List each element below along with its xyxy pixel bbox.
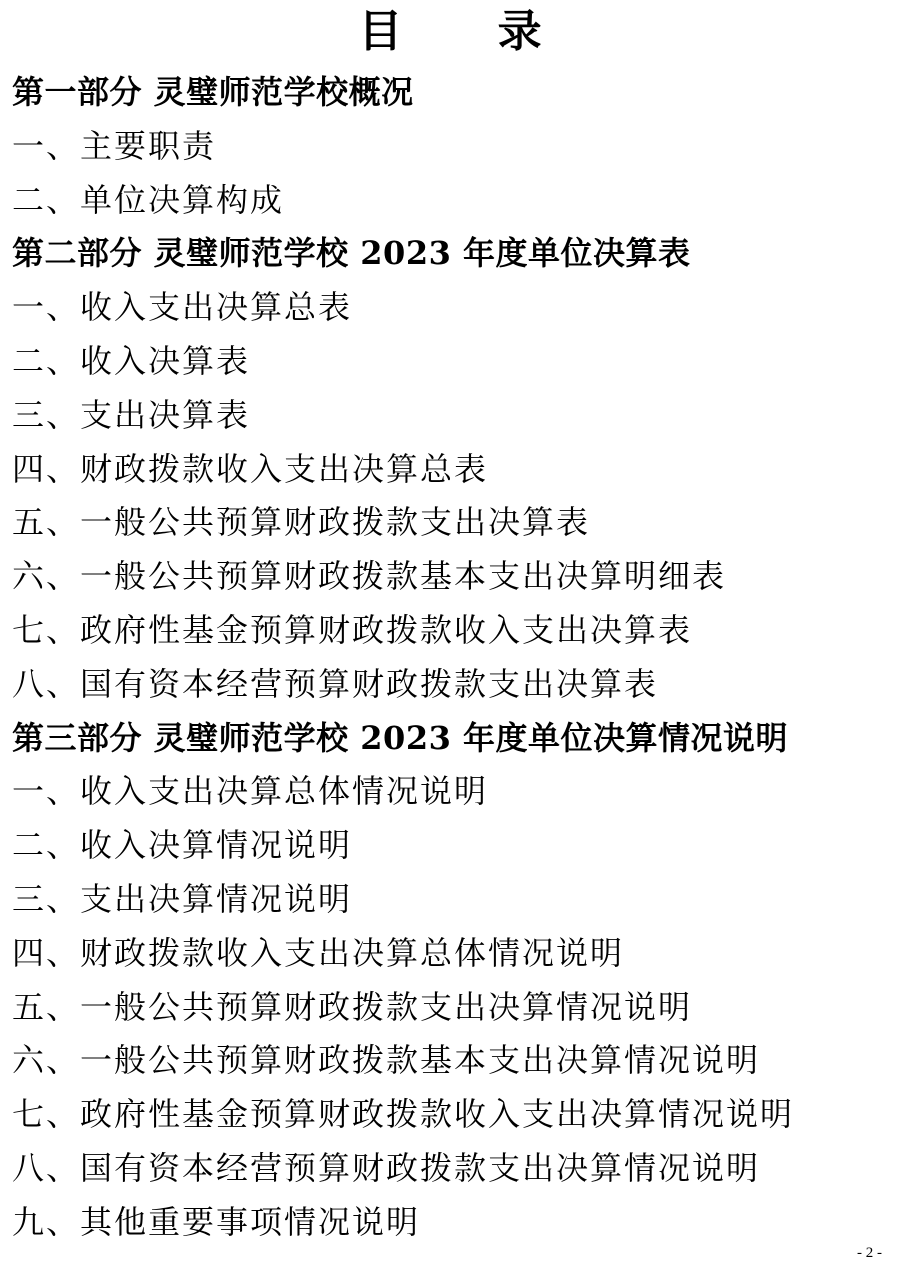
toc-item[interactable]: 一、收入支出决算总表 — [12, 288, 353, 327]
toc-item[interactable]: 四、财政拨款收入支出决算总表 — [12, 449, 489, 488]
table-of-contents — [12, 66, 892, 1250]
toc-item[interactable]: 八、国有资本经营预算财政拨款支出决算情况说明 — [12, 1148, 761, 1187]
toc-item[interactable]: 六、一般公共预算财政拨款基本支出决算情况说明 — [12, 1041, 761, 1080]
toc-part-heading[interactable]: 第二部分 灵璧师范学校 2023 年度单位决算表 — [12, 234, 691, 273]
toc-item[interactable]: 八、国有资本经营预算财政拨款支出决算表 — [12, 664, 659, 703]
toc-item[interactable]: 二、收入决算情况说明 — [12, 826, 353, 865]
toc-item[interactable]: 一、收入支出决算总体情况说明 — [12, 772, 489, 811]
page-number: - 2 - — [857, 1245, 882, 1261]
toc-item[interactable]: 五、一般公共预算财政拨款支出决算表 — [12, 503, 591, 542]
toc-item[interactable]: 四、财政拨款收入支出决算总体情况说明 — [12, 933, 625, 972]
toc-item[interactable]: 一、主要职责 — [12, 126, 217, 165]
toc-item[interactable]: 七、政府性基金预算财政拨款收入支出决算表 — [12, 610, 693, 649]
toc-item[interactable]: 九、其他重要事项情况说明 — [12, 1202, 421, 1241]
toc-part-heading[interactable]: 第三部分 灵璧师范学校 2023 年度单位决算情况说明 — [12, 718, 788, 757]
toc-item[interactable]: 七、政府性基金预算财政拨款收入支出决算情况说明 — [12, 1095, 795, 1134]
page-title: 目 录 — [358, 6, 582, 57]
toc-item[interactable]: 三、支出决算表 — [12, 395, 251, 434]
toc-item[interactable]: 六、一般公共预算财政拨款基本支出决算明细表 — [12, 557, 727, 596]
toc-item[interactable]: 五、一般公共预算财政拨款支出决算情况说明 — [12, 987, 693, 1026]
toc-item[interactable]: 二、收入决算表 — [12, 341, 251, 380]
toc-item[interactable]: 二、单位决算构成 — [12, 180, 285, 219]
toc-part-heading[interactable]: 第一部分 灵璧师范学校概况 — [12, 73, 414, 111]
toc-item[interactable]: 三、支出决算情况说明 — [12, 879, 353, 918]
